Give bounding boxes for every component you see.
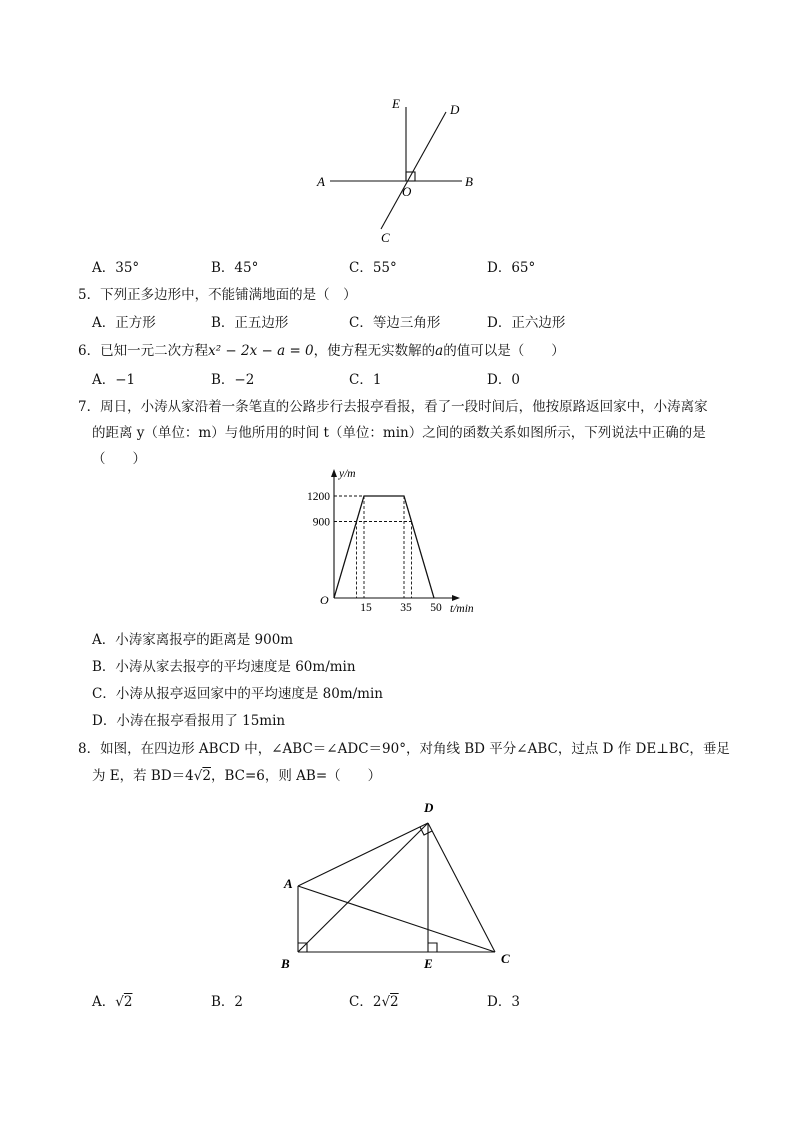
q7-stem-line1: 7．周日，小涛从家沿着一条笔直的公路步行去报亭看报，看了一段时间后，他按原路返回家中，小涛离家	[78, 399, 708, 415]
q5-option-b[interactable]: B．正五边形	[211, 315, 289, 331]
q4-option-c[interactable]: C．55°	[349, 260, 397, 276]
x-tick-label-15: 15	[360, 602, 372, 614]
segment-bd	[298, 823, 428, 952]
q8-stem-line2: 为 E，若 BD＝4√2，BC=6，则 AB=（ ）	[92, 768, 382, 784]
q6-option-b[interactable]: B．−2	[211, 372, 255, 388]
q4-option-b[interactable]: B．45°	[211, 260, 259, 276]
q6-stem: 6．已知一元二次方程x² − 2x − a = 0，使方程无实数解的a的值可以是（ ）	[78, 343, 565, 359]
q8-option-a[interactable]: A．√2	[92, 994, 133, 1010]
origin-label: O	[320, 593, 329, 607]
q4-option-a[interactable]: A．35°	[92, 260, 140, 276]
q7-option-d[interactable]: D．小涛在报亭看报用了 15min	[92, 713, 286, 729]
q7-option-b[interactable]: B．小涛从家去报亭的平均速度是 60m/min	[92, 659, 356, 675]
q8-stem-line1: 8．如图，在四边形 ABCD 中，∠ABC＝∠ADC＝90°，对角线 BD 平分∠ABC，过点 D 作 DE⊥BC，垂足	[78, 741, 730, 757]
x-tick-label-35: 35	[400, 602, 412, 614]
x-axis-label: t/min	[450, 603, 474, 615]
label-e: E	[392, 96, 400, 111]
q6-option-c[interactable]: C．1	[349, 372, 382, 388]
label-d: D	[450, 102, 460, 117]
q5-option-c[interactable]: C．等边三角形	[349, 315, 441, 331]
label-a: A	[317, 174, 325, 189]
sqrt-symbol: √	[193, 768, 203, 784]
q7-stem-line2: 的距离 y（单位：m）与他所用的时间 t（单位：min）之间的函数关系如图所示，下列说法中正确的是	[92, 425, 706, 441]
y-tick-label-900: 900	[312, 516, 330, 529]
q4-option-d[interactable]: D．65°	[487, 260, 536, 276]
y-axis-label: y/m	[339, 468, 356, 480]
label-a-2: A	[284, 876, 293, 891]
label-b: B	[465, 174, 473, 189]
q5-option-a[interactable]: A．正方形	[92, 315, 156, 331]
segment-ad	[298, 823, 428, 886]
q8-option-d[interactable]: D．3	[487, 994, 520, 1010]
label-o: O	[402, 184, 412, 199]
q5-stem: 5．下列正多边形中，不能铺满地面的是（ ）	[78, 287, 357, 303]
q8-option-c[interactable]: C．2√2	[349, 994, 399, 1010]
label-c: C	[381, 230, 390, 245]
q6-option-a[interactable]: A．−1	[92, 372, 136, 388]
right-angle-e	[428, 943, 437, 952]
label-c-2: C	[501, 951, 510, 966]
q7-option-a[interactable]: A．小涛家离报亭的距离是 900m	[92, 632, 294, 648]
label-b-2: B	[281, 956, 290, 971]
q6-equation: x² − 2x − a = 0	[208, 343, 314, 359]
q7-stem-line3: （ ）	[92, 451, 146, 467]
q7-option-c[interactable]: C．小涛从报亭返回家中的平均速度是 80m/min	[92, 686, 383, 702]
x-tick-label-50: 50	[430, 602, 442, 614]
y-tick-label-1200: 1200	[307, 491, 330, 503]
label-e-2: E	[424, 956, 433, 971]
q5-option-d[interactable]: D．正六边形	[487, 315, 566, 331]
label-d-2: D	[424, 800, 434, 815]
q8-option-b[interactable]: B．2	[211, 994, 244, 1010]
q6-option-d[interactable]: D．0	[487, 372, 520, 388]
